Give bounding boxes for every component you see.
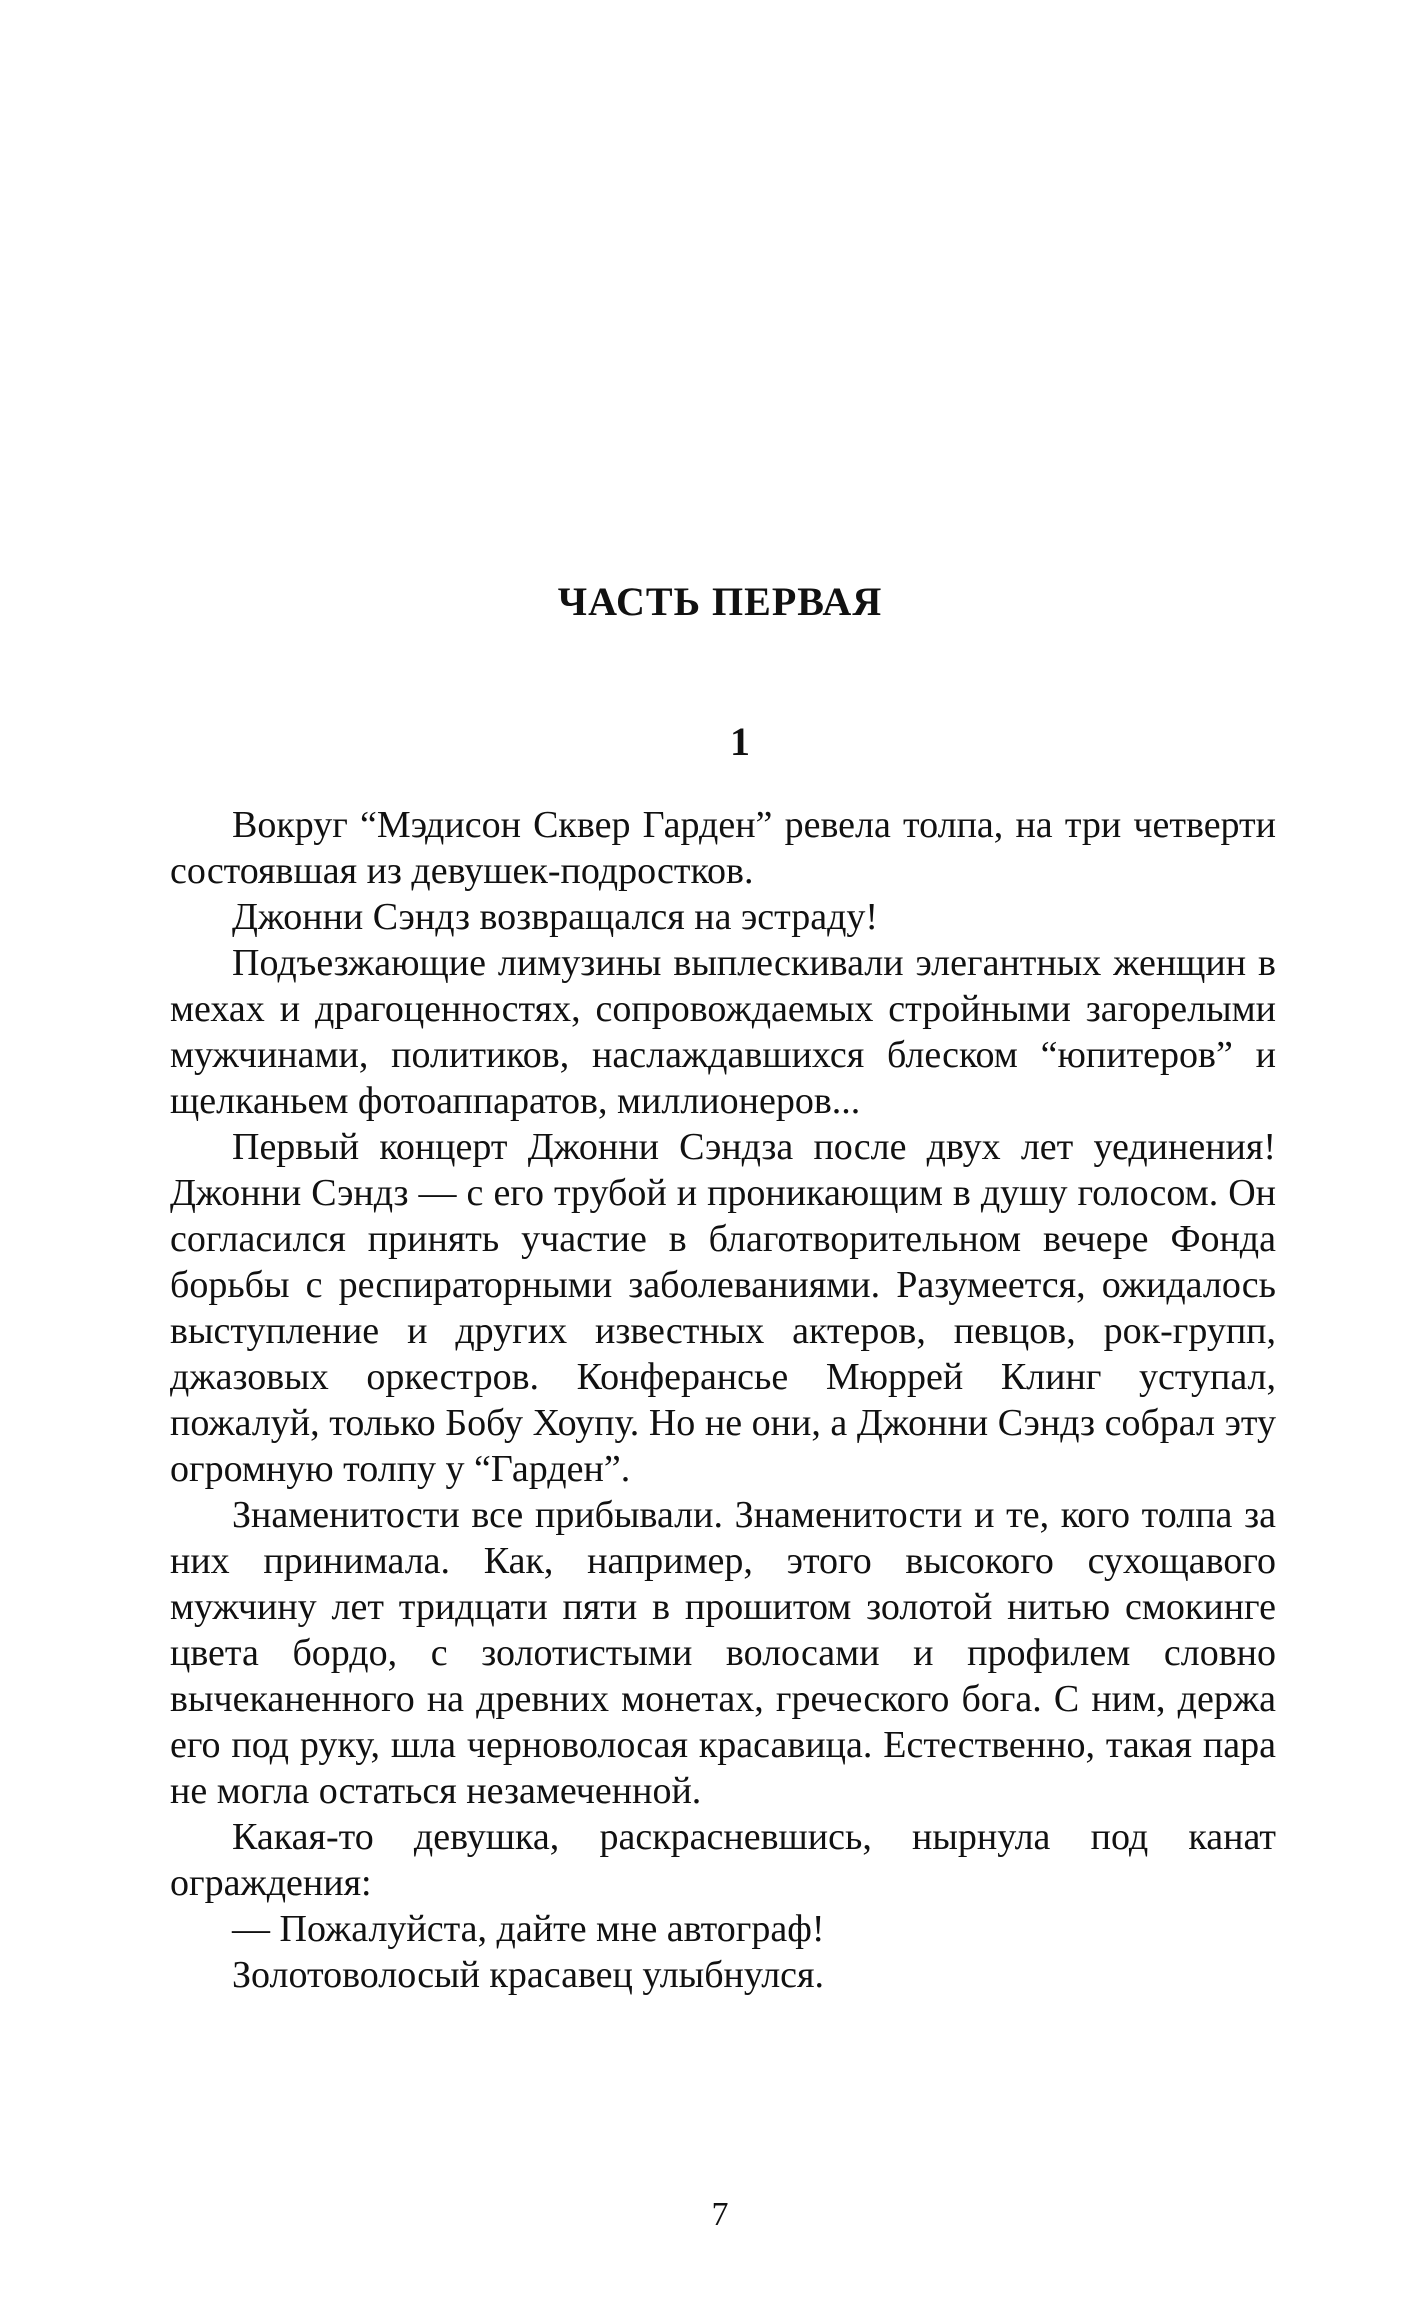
chapter-number: 1 (730, 719, 750, 764)
paragraph: Какая-то девушка, раскрасневшись, нырнула под канат ограждения: (170, 1816, 1276, 1904)
paragraph: Джонни Сэндз возвращался на эстраду! (232, 896, 879, 938)
paragraph: Подъезжающие лимузины выплескивали элегантных женщин в мехах и драгоценностях, сопровождаемых стройными загорелыми мужчинами, политиков, наслаждавшихся блеском “юпитеров” и щелканьем фотоаппаратов, миллионеров... (170, 942, 1276, 1122)
paragraph: Вокруг “Мэдисон Сквер Гарден” ревела толпа, на три четверти состоявшая из девушек-подростков. (170, 804, 1276, 892)
paragraph: — Пожалуйста, дайте мне автограф! (232, 1908, 825, 1950)
body-text (170, 802, 1276, 1998)
paragraph: Первый концерт Джонни Сэндза после двух лет уединения! Джонни Сэндз — с его трубой и проникающим в душу голосом. Он согласился принять участие в благотворительном вечере Фонда борьбы с респираторными заболеваниями. Разумеется, ожидалось выступление и других известных актеров, певцов, рок-групп, джазовых оркестров. Конферансье Мюррей Клинг уступал, пожалуй, только Бобу Хоупу. Но не они, а Джонни Сэндз собрал эту огромную толпу у “Гарден”. (170, 1126, 1276, 1490)
paragraph: Золотоволосый красавец улыбнулся. (232, 1954, 825, 1996)
part-title: ЧАСТЬ ПЕРВАЯ (557, 579, 883, 624)
page-number: 7 (711, 2196, 729, 2233)
paragraph: Знаменитости все прибывали. Знаменитости и те, кого толпа за них принимала. Как, например, этого высокого сухощавого мужчину лет тридцати пяти в прошитом золотой нитью смокинге цвета бордо, с золотистыми волосами и профилем словно вычеканенного на древних монетах, греческого бога. С ним, держа его под руку, шла черноволосая красавица. Естественно, такая пара не могла остаться незамеченной. (170, 1494, 1276, 1812)
